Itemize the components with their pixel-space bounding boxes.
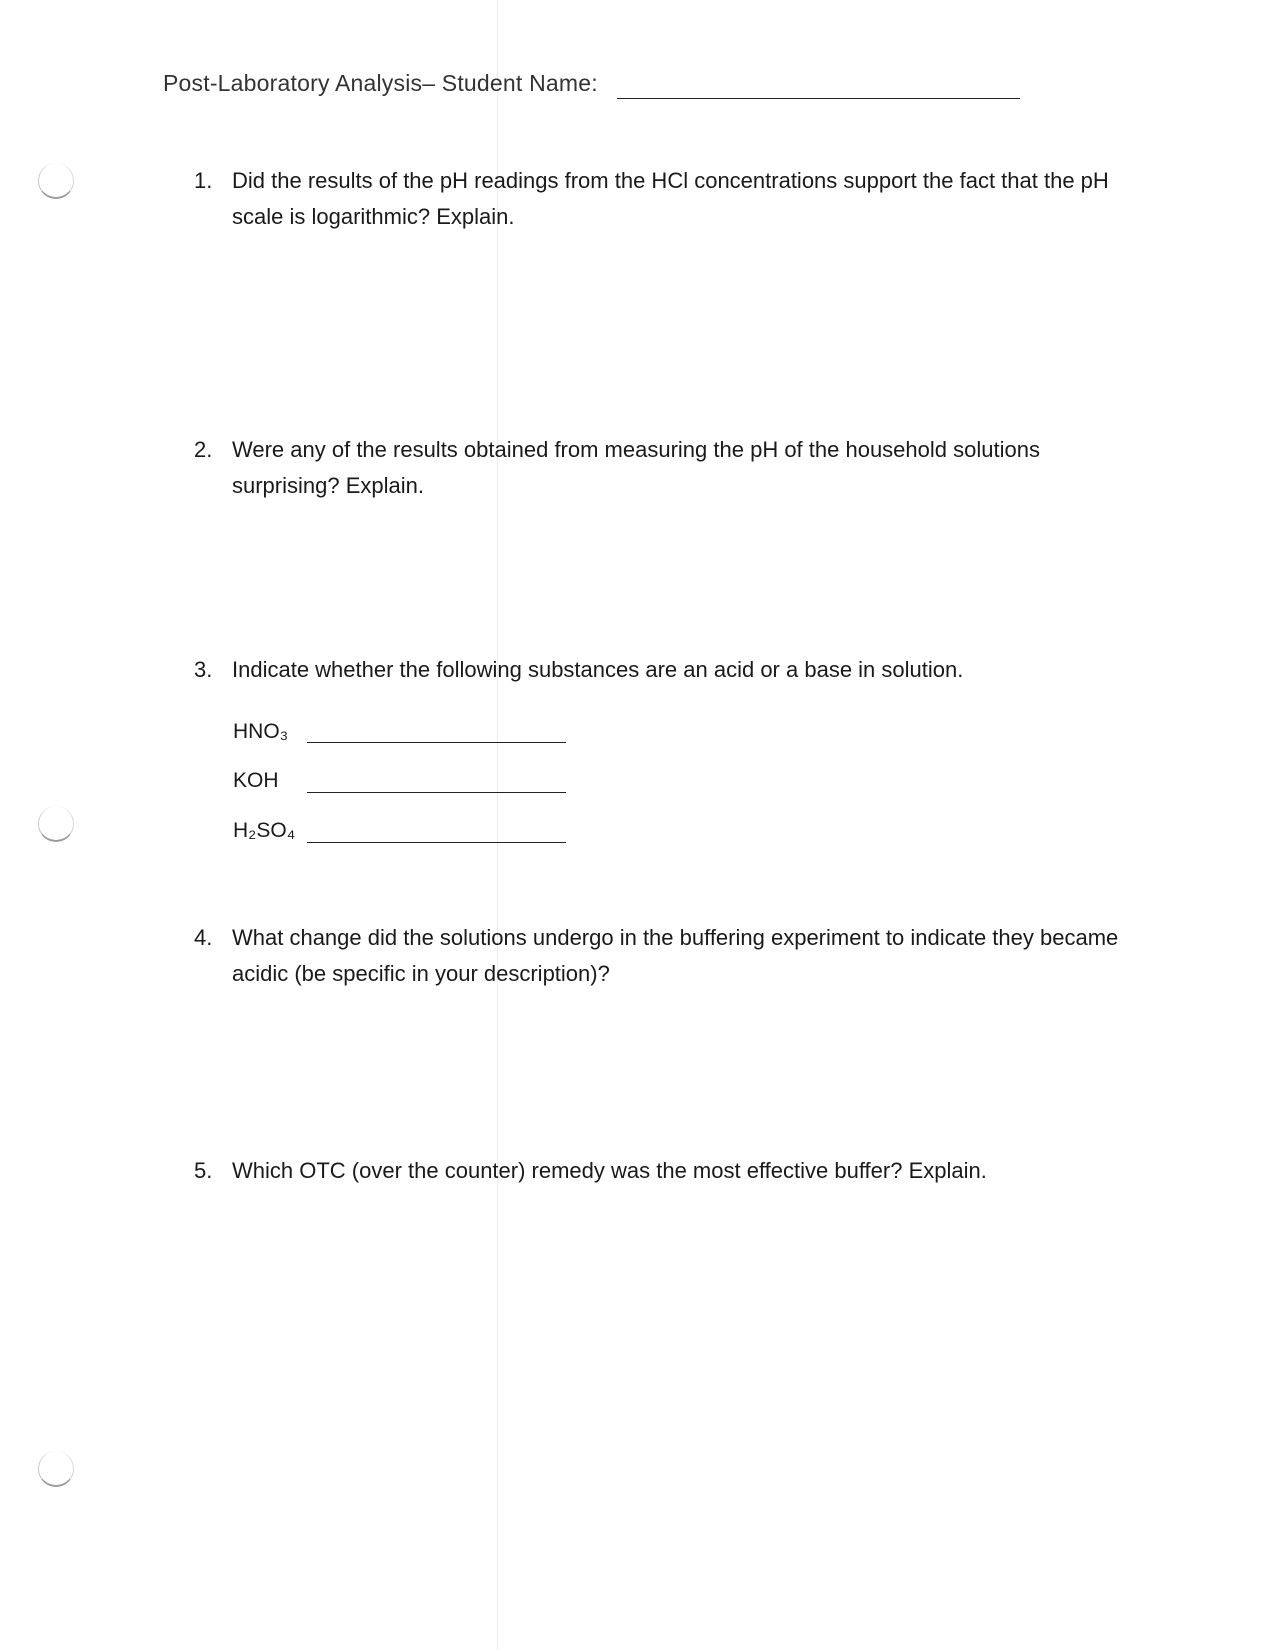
question-1 <box>194 163 1134 235</box>
question-number: 4. <box>194 925 213 950</box>
question-text: What change did the solutions undergo in the buffering experiment to indicate they became acidic (be specific in your description)? <box>232 925 1119 986</box>
question-text: Indicate whether the following substances are an acid or a base in solution. <box>232 657 964 682</box>
substance-label-koh: KOH <box>233 769 279 792</box>
question-text: Which OTC (over the counter) remedy was the most effective buffer? Explain. <box>232 1158 987 1183</box>
page-title: Post-Laboratory Analysis– Student Name: <box>163 70 598 96</box>
question-2 <box>194 432 1134 504</box>
question-number: 3. <box>194 657 213 682</box>
question-number: 5. <box>194 1158 213 1183</box>
question-text: Did the results of the pH readings from the HCl concentrations support the fact that the pH scale is logarithmic? Explain. <box>232 168 1109 229</box>
question-3 <box>194 652 1134 688</box>
substance-label-hno3: HNO₃ <box>233 720 289 743</box>
punch-hole-middle <box>38 806 74 842</box>
question-4 <box>194 920 1134 992</box>
question-text: Were any of the results obtained from measuring the pH of the household solutions surprising? Explain. <box>232 437 1040 498</box>
answer-line-koh[interactable] <box>307 792 566 793</box>
question-number: 2. <box>194 437 213 462</box>
answer-line-hno3[interactable] <box>307 742 566 743</box>
page-fold-line <box>497 0 498 1650</box>
question-5 <box>194 1153 1134 1189</box>
student-name-field[interactable] <box>617 98 1020 99</box>
punch-hole-top <box>38 163 74 199</box>
substance-label-h2so4: H₂SO₄ <box>233 819 296 842</box>
question-number: 1. <box>194 168 213 193</box>
answer-line-h2so4[interactable] <box>307 842 566 843</box>
punch-hole-bottom <box>38 1451 74 1487</box>
